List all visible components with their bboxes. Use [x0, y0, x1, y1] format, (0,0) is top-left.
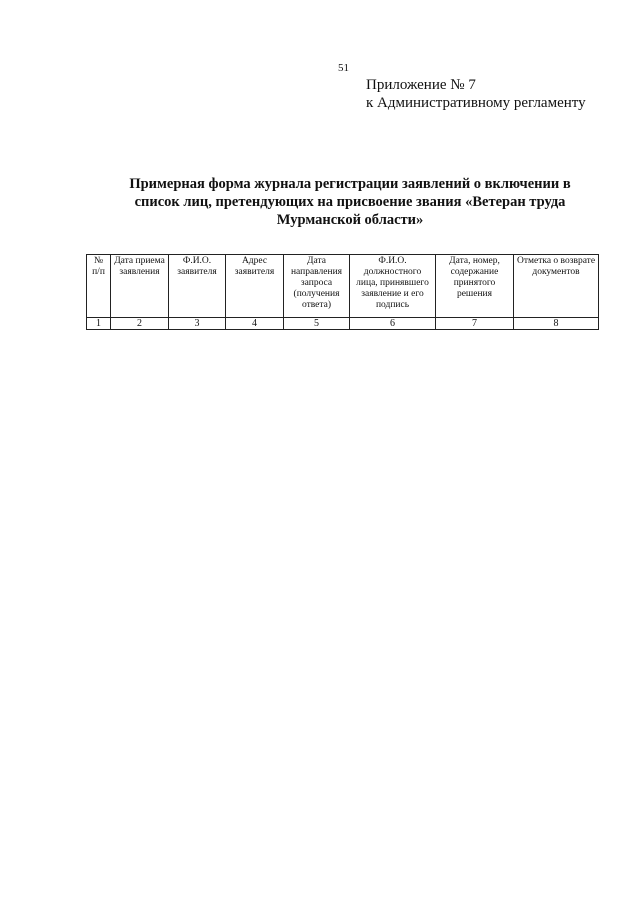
header-decision: Дата, номер, содержание принятого решения [436, 255, 514, 318]
header-number: № п/п [87, 255, 111, 318]
table-header-row [87, 255, 599, 318]
column-number-cell: 4 [226, 318, 284, 330]
header-receipt-date: Дата приема заявления [111, 255, 169, 318]
header-official-name: Ф.И.О. должностного лица, принявшего заявление и его подпись [350, 255, 436, 318]
header-applicant-address: Адрес заявителя [226, 255, 284, 318]
registration-journal-table [86, 254, 599, 330]
appendix-line-1: Приложение № 7 [366, 77, 476, 93]
document-title: Примерная форма журнала регистрации заявлений о включении в список лиц, претендующих на присвоение звания «Ветеран труда Мурманской области» [129, 176, 571, 228]
header-request-date: Дата направления запроса (получения ответа) [284, 255, 350, 318]
header-return-mark: Отметка о возврате документов [514, 255, 599, 318]
column-number-cell: 1 [87, 318, 111, 330]
header-applicant-name: Ф.И.О. заявителя [169, 255, 226, 318]
table-row [87, 318, 599, 330]
page-number: 51 [338, 62, 349, 74]
column-number-cell: 2 [111, 318, 169, 330]
appendix-reference [366, 76, 586, 112]
column-number-cell: 3 [169, 318, 226, 330]
column-number-cell: 5 [284, 318, 350, 330]
column-number-cell: 6 [350, 318, 436, 330]
appendix-line-2: к Административному регламенту [366, 95, 586, 111]
column-number-cell: 8 [514, 318, 599, 330]
column-number-cell: 7 [436, 318, 514, 330]
